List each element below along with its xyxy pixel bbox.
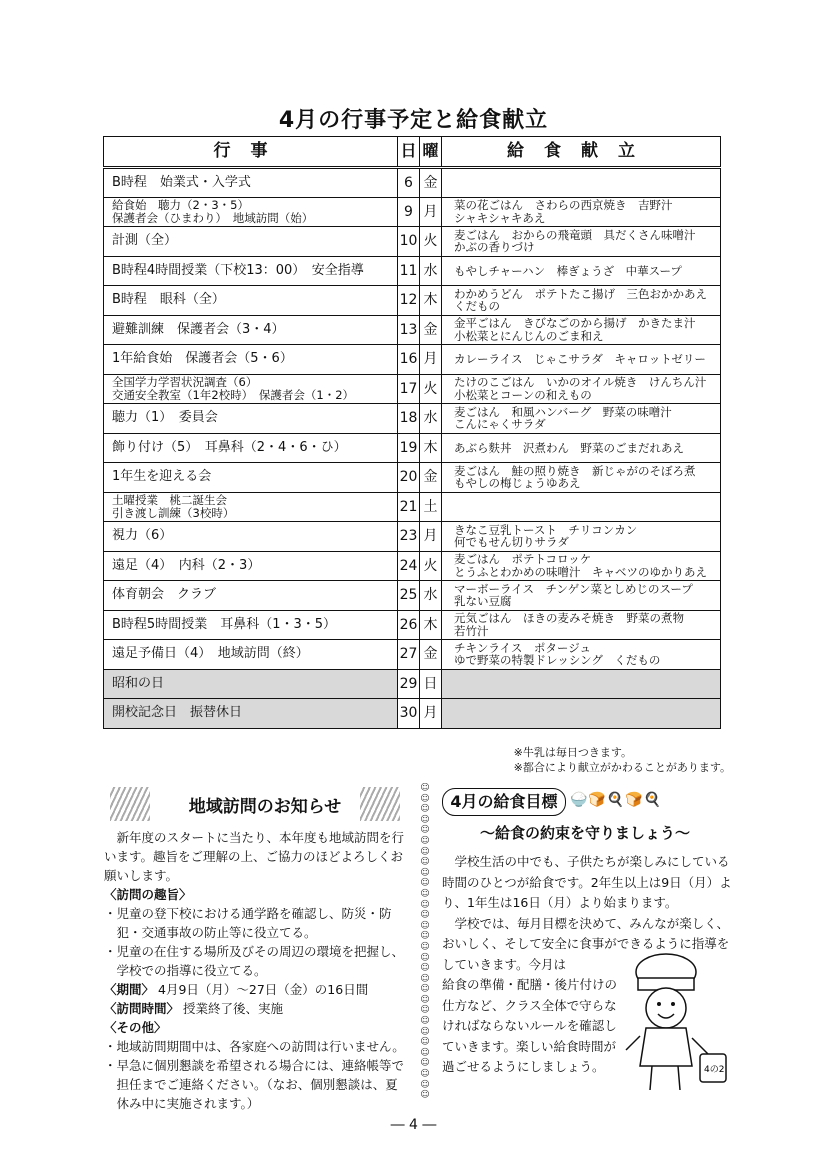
dow-cell — [420, 286, 442, 316]
day-cell — [398, 256, 420, 286]
header-dow: 曜 — [420, 137, 442, 168]
visit-time-label: 〈訪問時間〉 — [104, 1001, 180, 1016]
lunch-paragraph-2b: 給食の準備・配膳・後片付けの仕方など、クラス全体で守らなければならないルールを確認していきます。楽しい給食時間が過ごせるようにしましょう。 — [442, 977, 618, 1074]
visit-time-value: 授業終了後、実施 — [183, 1001, 284, 1016]
day-of-week: 木 — [423, 292, 438, 308]
dow-cell — [420, 492, 442, 522]
menu-line: マーボーライス チンゲン菜としめじのスープ — [454, 581, 693, 596]
visit-period-value: 4月9日（月）～27日（金）の16日間 — [158, 982, 369, 997]
event-line: 昭和の日 — [112, 675, 165, 691]
visit-other-2: ・早急に個別懇談を希望される場合には、連絡帳等で担任までご連絡ください。（なお、個別懇談は、夏休み中に実施されます。） — [104, 1058, 405, 1111]
dow-cell — [420, 404, 442, 434]
menu-cell — [442, 404, 721, 434]
day-of-week: 金 — [423, 174, 438, 191]
dow-cell — [420, 197, 442, 227]
event-line: 1年生を迎える会 — [112, 469, 212, 484]
menu-line: 金平ごはん きびなごのから揚げ かきたま汁 — [454, 316, 696, 331]
day-of-week: 月 — [423, 203, 438, 220]
event-line: B時程 始業式・入学式 — [112, 174, 251, 190]
menu-cell — [442, 640, 721, 670]
menu-line: 何でもせん切りサラダ — [454, 535, 569, 550]
table-row — [104, 463, 721, 493]
menu-cell — [442, 345, 721, 375]
event-cell — [104, 699, 398, 729]
event-cell — [104, 286, 398, 316]
event-cell — [104, 404, 398, 434]
visit-other-1: ・地域訪問期間中は、各家庭への訪問は行いません。 — [104, 1039, 405, 1054]
visit-purpose-title: 〈訪問の趣旨〉 — [104, 887, 192, 902]
event-cell — [104, 227, 398, 257]
day-number: 18 — [399, 410, 418, 426]
table-row — [104, 492, 721, 522]
day-number: 23 — [399, 528, 418, 544]
food-icon: 🍚🍞🍳🍞🍳 — [570, 792, 663, 808]
event-line: 聴力（1） 委員会 — [112, 410, 218, 425]
table-row — [104, 640, 721, 670]
event-line: 計測（全） — [112, 233, 178, 248]
header-event: 行事 — [104, 137, 398, 168]
dow-cell — [420, 374, 442, 404]
day-number: 29 — [399, 675, 418, 692]
day-cell — [398, 699, 420, 729]
day-cell — [398, 669, 420, 699]
table-row — [104, 669, 721, 699]
day-cell — [398, 315, 420, 345]
day-number: 19 — [399, 439, 418, 456]
menu-line: かぶの香りづけ — [454, 240, 535, 255]
day-number: 20 — [399, 469, 418, 485]
visit-intro: 新年度のスタートに当たり、本年度も地域訪問を行います。趣旨をご理解の上、ご協力のほどよろしくお願いします。 — [104, 830, 405, 883]
menu-cell — [442, 227, 721, 257]
event-cell — [104, 197, 398, 227]
event-cell — [104, 522, 398, 552]
dow-cell — [420, 463, 442, 493]
event-line: 保護者会（ひまわり） 地域訪問（始） — [112, 210, 314, 225]
dow-cell — [420, 227, 442, 257]
column-divider: ☺☺☺☺☺☺☺☺☺☺☺☺☺☺☺☺☺☺☺☺☺☺☺☺☺☺☺☺☺☺ — [420, 783, 430, 1101]
table-row — [104, 404, 721, 434]
day-cell — [398, 374, 420, 404]
day-of-week: 水 — [423, 262, 438, 279]
visit-body — [104, 828, 406, 1113]
svg-text:4の2: 4の2 — [704, 1065, 725, 1075]
table-row — [104, 256, 721, 286]
schedule-body — [104, 168, 721, 729]
menu-line: チキンライス ポタージュ — [454, 640, 591, 655]
day-number: 9 — [404, 203, 413, 220]
visit-period — [104, 980, 406, 999]
day-of-week: 月 — [423, 351, 438, 367]
lunch-goal-subtitle: ～給食の約束を守りましょう～ — [479, 824, 690, 842]
visit-time — [104, 999, 406, 1018]
menu-line: こんにゃくサラダ — [454, 417, 546, 432]
table-row — [104, 374, 721, 404]
event-cell — [104, 315, 398, 345]
table-row — [104, 522, 721, 552]
dow-cell — [420, 345, 442, 375]
note-milk: ※牛乳は毎日つきます。 — [513, 746, 632, 759]
day-number: 6 — [404, 174, 413, 191]
menu-line: ゆで野菜の特製ドレッシング くだもの — [454, 653, 661, 668]
menu-line: もやしの梅じょうゆあえ — [454, 476, 581, 491]
menu-line: あぶら麩丼 沢煮わん 野菜のごまだれあえ — [454, 440, 684, 455]
day-of-week: 月 — [423, 705, 438, 721]
day-cell — [398, 551, 420, 581]
event-cell — [104, 669, 398, 699]
menu-cell — [442, 669, 721, 699]
day-number: 26 — [399, 616, 418, 633]
menu-line: 小松菜とコーンの和えもの — [454, 387, 592, 402]
schedule-table — [103, 136, 721, 729]
event-cell — [104, 551, 398, 581]
menu-line: 麦ごはん 鮭の照り焼き 新じゃがのそぼろ煮 — [454, 463, 696, 478]
table-row — [104, 433, 721, 463]
menu-line: もやしチャーハン 棒ぎょうざ 中華スープ — [454, 263, 682, 278]
day-cell — [398, 345, 420, 375]
lunch-goal-heading: 4月の給食目標 — [442, 788, 566, 816]
menu-line: 麦ごはん ポテトコロッケ — [454, 552, 592, 567]
table-row — [104, 315, 721, 345]
menu-line: カレーライス じゃこサラダ キャロットゼリー — [454, 352, 706, 366]
note-change: ※都合により献立がかわることがあります。 — [513, 761, 731, 774]
day-number: 13 — [399, 321, 418, 338]
menu-line: くだもの — [454, 299, 500, 314]
event-line: 交通安全教室（1年2校時） 保護者会（1・2） — [112, 387, 355, 402]
menu-notes — [514, 745, 731, 775]
table-row — [104, 168, 721, 198]
event-cell — [104, 256, 398, 286]
day-cell — [398, 197, 420, 227]
day-of-week: 火 — [423, 233, 438, 249]
day-of-week: 火 — [423, 557, 438, 574]
dow-cell — [420, 581, 442, 611]
event-cell — [104, 581, 398, 611]
event-line: 全国学力学習状況調査（6） — [112, 375, 258, 390]
page-number: ― 4 ― — [390, 1117, 437, 1133]
menu-line: 若竹汁 — [454, 623, 489, 638]
dow-cell — [420, 699, 442, 729]
day-cell — [398, 492, 420, 522]
table-row — [104, 286, 721, 316]
event-line: 給食始 聴力（2・3・5） — [112, 198, 249, 213]
menu-line: 麦ごはん 和風ハンバーグ 野菜の味噌汁 — [454, 404, 672, 419]
day-cell — [398, 463, 420, 493]
event-cell — [104, 463, 398, 493]
dow-cell — [420, 551, 442, 581]
day-number: 16 — [399, 351, 418, 367]
dow-cell — [420, 522, 442, 552]
day-cell — [398, 433, 420, 463]
day-of-week: 金 — [423, 321, 438, 338]
day-number: 11 — [399, 262, 418, 279]
day-of-week: 木 — [423, 439, 438, 456]
menu-line: 菜の花ごはん さわらの西京焼き 吉野汁 — [454, 198, 673, 213]
menu-line: 小松菜とにんじんのごま和え — [454, 328, 604, 343]
visit-other-title: 〈その他〉 — [104, 1020, 167, 1035]
event-line: 1年給食始 保護者会（5・6） — [112, 351, 293, 366]
event-cell — [104, 610, 398, 640]
visit-purpose-1: ・児童の登下校における通学路を確認し、防災・防犯・交通事故の防止等に役立てる。 — [104, 906, 392, 940]
dow-cell — [420, 168, 442, 198]
day-number: 25 — [399, 587, 418, 603]
dow-cell — [420, 610, 442, 640]
menu-cell — [442, 315, 721, 345]
header-day: 日 — [398, 137, 420, 168]
menu-line: 麦ごはん おからの飛竜頭 具だくさん味噌汁 — [454, 227, 696, 242]
day-cell — [398, 286, 420, 316]
menu-cell — [442, 522, 721, 552]
menu-line: 元気ごはん ほきの麦みそ焼き 野菜の煮物 — [454, 611, 684, 626]
menu-cell — [442, 256, 721, 286]
event-line: 遠足予備日（4） 地域訪問（終） — [112, 646, 309, 661]
day-number: 12 — [399, 292, 418, 308]
dow-cell — [420, 640, 442, 670]
day-cell — [398, 610, 420, 640]
day-number: 17 — [399, 380, 418, 397]
event-line: 引き渡し訓練（3校時） — [112, 505, 235, 520]
chef-illustration-icon — [618, 946, 730, 1096]
day-cell — [398, 522, 420, 552]
event-cell — [104, 640, 398, 670]
day-of-week: 土 — [423, 498, 438, 515]
day-of-week: 金 — [423, 646, 438, 662]
day-cell — [398, 640, 420, 670]
event-cell — [104, 345, 398, 375]
event-line: 遠足（4） 内科（2・3） — [112, 557, 261, 573]
day-number: 21 — [399, 498, 418, 515]
dow-cell — [420, 315, 442, 345]
menu-cell — [442, 286, 721, 316]
day-cell — [398, 404, 420, 434]
event-line: 体育朝会 クラブ — [112, 587, 217, 602]
event-line: B時程5時間授業 耳鼻科（1・3・5） — [112, 616, 337, 632]
table-row — [104, 197, 721, 227]
menu-cell — [442, 197, 721, 227]
menu-cell — [442, 610, 721, 640]
day-number: 27 — [399, 646, 418, 662]
dow-cell — [420, 433, 442, 463]
day-cell — [398, 168, 420, 198]
day-of-week: 月 — [423, 528, 438, 544]
table-row — [104, 699, 721, 729]
day-of-week: 日 — [423, 675, 438, 692]
event-cell — [104, 168, 398, 198]
heading-stripes-left — [110, 787, 150, 821]
day-number: 30 — [399, 705, 418, 721]
table-row — [104, 227, 721, 257]
menu-cell — [442, 492, 721, 522]
menu-cell — [442, 374, 721, 404]
menu-line: シャキシャキあえ — [454, 210, 546, 225]
event-cell — [104, 492, 398, 522]
menu-line: たけのこごはん いかのオイル焼き けんちん汁 — [454, 375, 707, 390]
event-cell — [104, 433, 398, 463]
menu-line: とうふとわかめの味噌汁 キャベツのゆかりあえ — [454, 564, 707, 579]
visit-period-label: 〈期間〉 — [104, 982, 155, 997]
visit-purpose-2: ・児童の在住する場所及びその周辺の環境を把握し、学校での指導に役立てる。 — [104, 944, 405, 978]
lunch-paragraph-2a: 学校では、毎月目標を決めて、みんなが楽しく、おいしく、そして安全に食事ができるように指導をしていきます。今月は — [442, 915, 730, 972]
day-of-week: 金 — [423, 469, 438, 485]
heading-stripes-right — [360, 787, 400, 821]
dow-cell — [420, 256, 442, 286]
table-row — [104, 610, 721, 640]
event-line: 視力（6） — [112, 528, 173, 543]
menu-cell — [442, 699, 721, 729]
event-line: 避難訓練 保護者会（3・4） — [112, 321, 285, 337]
menu-cell — [442, 581, 721, 611]
event-line: B時程4時間授業（下校13：00） 安全指導 — [112, 262, 364, 278]
menu-line: わかめうどん ポテトたこ揚げ 三色おかかあえ — [454, 286, 707, 301]
day-number: 10 — [399, 233, 418, 249]
table-row — [104, 551, 721, 581]
visit-heading — [150, 787, 380, 821]
menu-cell — [442, 433, 721, 463]
day-of-week: 水 — [423, 587, 438, 603]
header-menu: 給食献立 — [442, 137, 721, 168]
event-line: B時程 眼科（全） — [112, 292, 225, 307]
menu-line: きなこ豆乳トースト チリコンカン — [454, 522, 638, 537]
table-row — [104, 345, 721, 375]
menu-cell — [442, 463, 721, 493]
event-line: 開校記念日 振替休日 — [112, 705, 243, 720]
menu-cell — [442, 168, 721, 198]
day-cell — [398, 227, 420, 257]
dow-cell — [420, 669, 442, 699]
visit-heading-text: 地域訪問のお知らせ — [188, 796, 342, 817]
day-number: 24 — [399, 557, 418, 574]
page-title: 4月の行事予定と給食献立 — [278, 108, 549, 133]
event-line: 土曜授業 桃二誕生会 — [112, 493, 227, 508]
day-cell — [398, 581, 420, 611]
menu-line: 乳ない豆腐 — [454, 594, 512, 609]
table-row — [104, 581, 721, 611]
day-of-week: 木 — [423, 616, 438, 633]
event-line: 飾り付け（5） 耳鼻科（2・4・6・ひ） — [112, 439, 347, 455]
day-of-week: 火 — [423, 380, 438, 397]
event-cell — [104, 374, 398, 404]
menu-cell — [442, 551, 721, 581]
lunch-paragraph-1: 学校生活の中でも、子供たちが楽しみにしている時間のひとつが給食です。2年生以上は9日（月）より、1年生は16日（月）より始まります。 — [442, 854, 732, 910]
day-of-week: 水 — [423, 410, 438, 426]
